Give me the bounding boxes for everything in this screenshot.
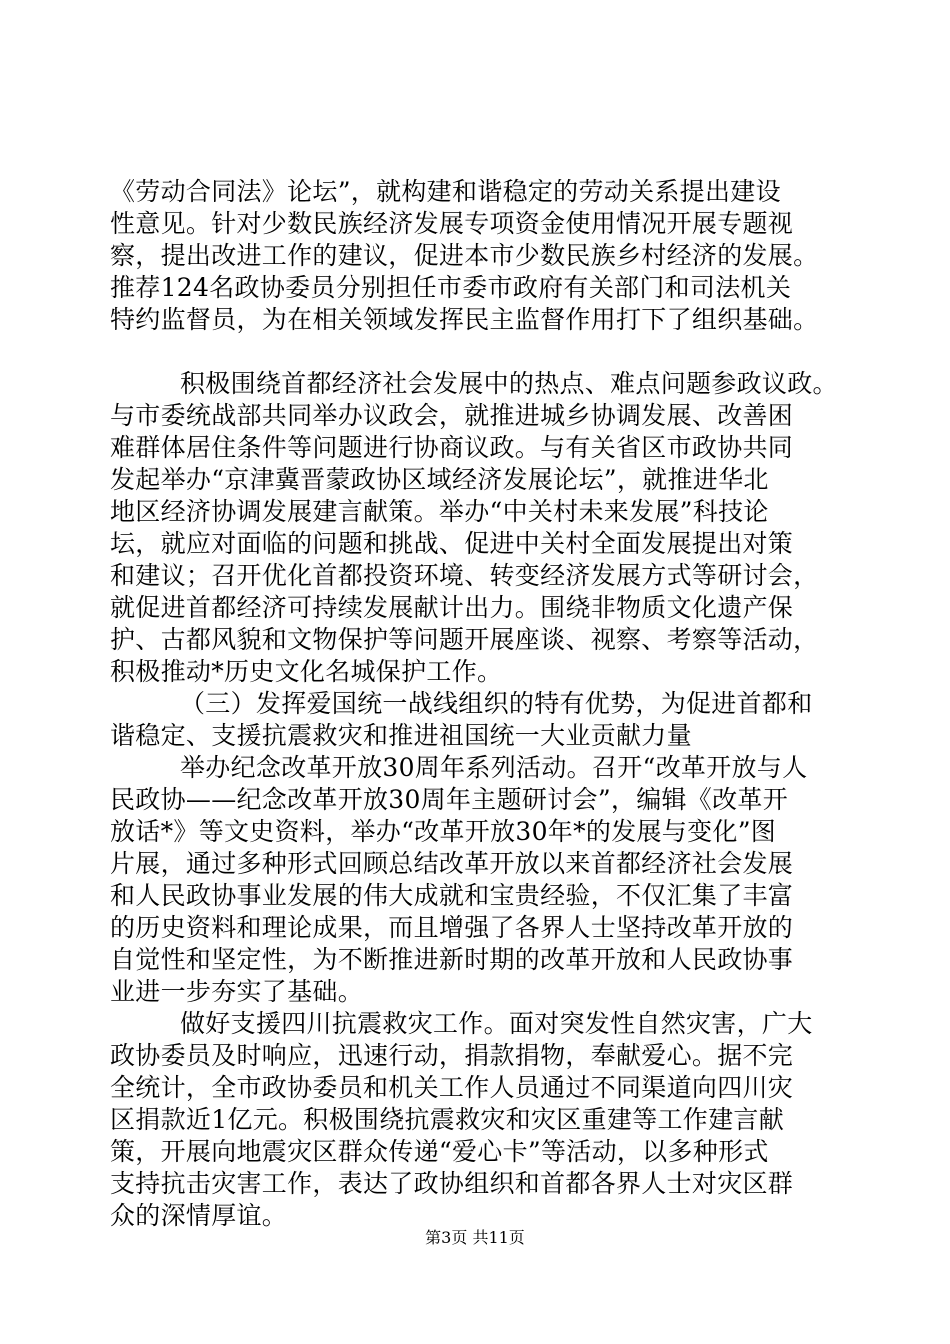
paragraph-first-line: 做好支援四川抗震救灾工作。面对突发性自然灾害，广大 bbox=[180, 1009, 813, 1038]
section-heading-continued: 谐稳定、支援抗震救灾和推进祖国统一大业贡献力量 bbox=[110, 721, 692, 750]
text-line: 政协委员及时响应，迅速行动，捐款捐物，奉献爱心。据不完 bbox=[110, 1041, 794, 1070]
text-line: 坛，就应对面临的问题和挑战、促进中关村全面发展提出对策 bbox=[110, 529, 794, 558]
text-line: 难群体居住条件等问题进行协商议政。与有关省区市政协共同 bbox=[110, 433, 794, 462]
text-line: 护、古都风貌和文物保护等问题开展座谈、视察、考察等活动， bbox=[110, 625, 819, 654]
text-line: 民政协——纪念改革开放30周年主题研讨会”，编辑《改革开 bbox=[110, 785, 788, 814]
text-line: 区捐款近1亿元。积极围绕抗震救灾和灾区重建等工作建言献 bbox=[110, 1105, 785, 1134]
text-line: 发起举办“京津冀晋蒙政协区域经济发展论坛”，就推进华北 bbox=[110, 465, 769, 494]
text-line: 全统计，全市政协委员和机关工作人员通过不同渠道向四川灾 bbox=[110, 1073, 794, 1102]
text-line: 支持抗击灾害工作，表达了政协组织和首都各界人士对灾区群 bbox=[110, 1169, 794, 1198]
text-line: 《劳动合同法》论坛”，就构建和谐稳定的劳动关系提出建设 bbox=[110, 177, 781, 206]
text-line: 的历史资料和理论成果，而且增强了各界人士坚持改革开放的 bbox=[110, 913, 794, 942]
text-line: 和建议；召开优化首都投资环境、转变经济发展方式等研讨会， bbox=[110, 561, 819, 590]
page-number-footer: 第3页 共11页 bbox=[425, 1228, 525, 1247]
text-line: 性意见。针对少数民族经济发展专项资金使用情况开展专题视 bbox=[110, 209, 794, 238]
text-line: 自觉性和坚定性，为不断推进新时期的改革开放和人民政协事 bbox=[110, 945, 794, 974]
section-heading: （三）发挥爱国统一战线组织的特有优势，为促进首都和 bbox=[180, 689, 813, 718]
text-line: 放话*》等文史资料，举办“改革开放30年*的发展与变化”图 bbox=[110, 817, 777, 846]
text-line: 与市委统战部共同举办议政会，就推进城乡协调发展、改善困 bbox=[110, 401, 794, 430]
text-line: 积极推动*历史文化名城保护工作。 bbox=[110, 657, 503, 686]
paragraph-first-line: 举办纪念改革开放30周年系列活动。召开“改革开放与人 bbox=[180, 753, 808, 782]
text-line: 和人民政协事业发展的伟大成就和宝贵经验，不仅汇集了丰富 bbox=[110, 881, 794, 910]
text-line: 业进一步夯实了基础。 bbox=[110, 977, 364, 1006]
text-line: 特约监督员，为在相关领域发挥民主监督作用打下了组织基础。 bbox=[110, 305, 819, 334]
text-line: 众的深情厚谊。 bbox=[110, 1201, 288, 1230]
text-line: 片展，通过多种形式回顾总结改革开放以来首都经济社会发展 bbox=[110, 849, 794, 878]
text-line: 地区经济协调发展建言献策。举办“中关村未来发展”科技论 bbox=[110, 497, 769, 526]
text-line: 察，提出改进工作的建议，促进本市少数民族乡村经济的发展。 bbox=[110, 241, 819, 270]
text-line: 就促进首都经济可持续发展献计出力。围绕非物质文化遗产保 bbox=[110, 593, 794, 622]
text-line: 推荐124名政协委员分别担任市委市政府有关部门和司法机关 bbox=[110, 273, 792, 302]
paragraph-first-line: 积极围绕首都经济社会发展中的热点、难点问题参政议政。 bbox=[180, 369, 838, 398]
text-line: 策，开展向地震灾区群众传递“爱心卡”等活动，以多种形式 bbox=[110, 1137, 769, 1166]
